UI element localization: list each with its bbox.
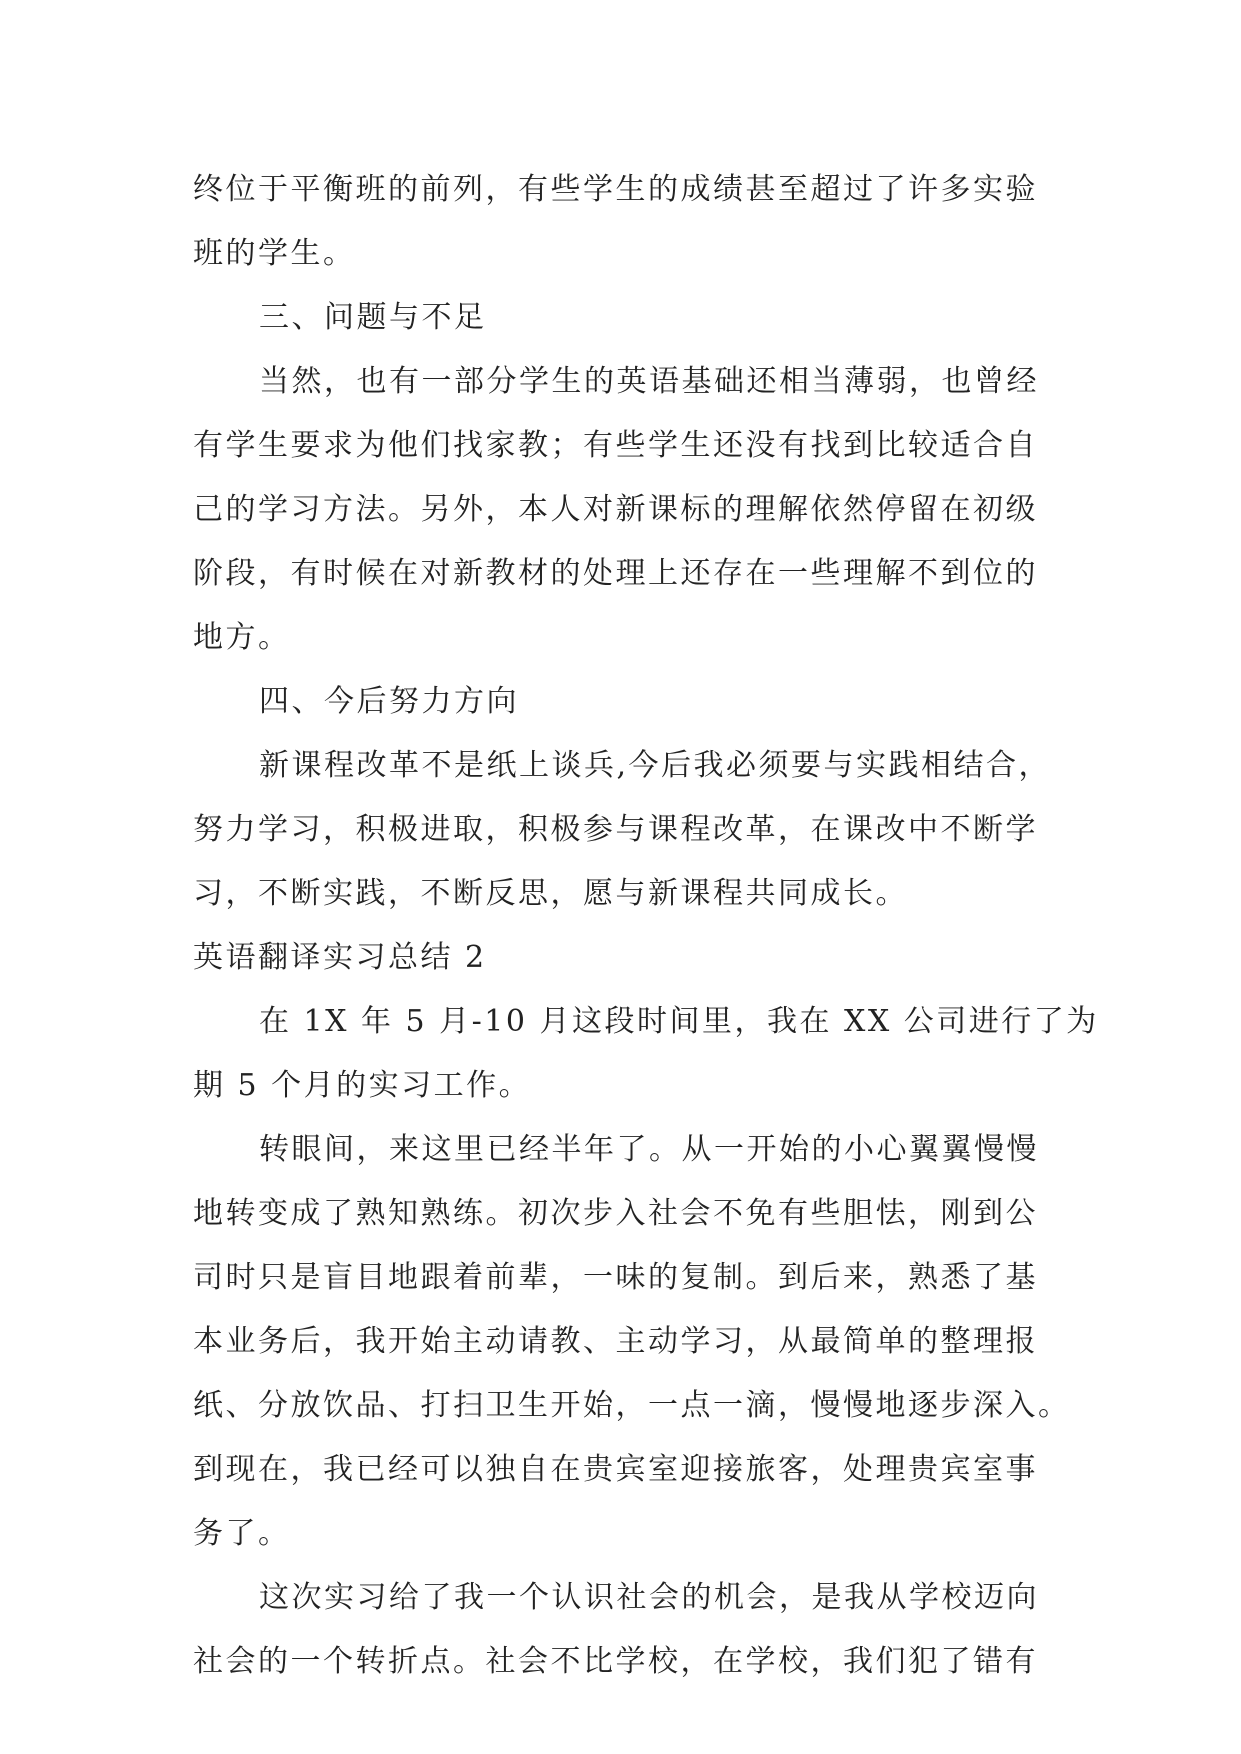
text-line: 班的学生。	[193, 236, 356, 271]
section-heading: 三、问题与不足	[259, 300, 487, 335]
text-line: 习，不断实践，不断反思，愿与新课程共同成长。	[193, 876, 908, 911]
text-line: 当然，也有一部分学生的英语基础还相当薄弱，也曾经	[259, 364, 1039, 399]
text-line: 务了。	[193, 1516, 291, 1551]
text-line: 纸、分放饮品、打扫卫生开始，一点一滴，慢慢地逐步深入。	[193, 1388, 1071, 1423]
text-line: 终位于平衡班的前列，有些学生的成绩甚至超过了许多实验	[193, 172, 1038, 207]
text-line: 司时只是盲目地跟着前辈，一味的复制。到后来，熟悉了基	[193, 1260, 1038, 1295]
text-line: 到现在，我已经可以独自在贵宾室迎接旅客，处理贵宾室事	[193, 1452, 1038, 1487]
text-line: 努力学习，积极进取，积极参与课程改革，在课改中不断学	[193, 812, 1038, 847]
text-line: 期 5 个月的实习工作。	[193, 1068, 532, 1103]
document-body	[193, 158, 1099, 1694]
text-line: 这次实习给了我一个认识社会的机会，是我从学校迈向	[259, 1580, 1039, 1615]
text-line: 社会的一个转折点。社会不比学校，在学校，我们犯了错有	[193, 1644, 1038, 1679]
text-line: 有学生要求为他们找家教；有些学生还没有找到比较适合自	[193, 428, 1038, 463]
text-line: 在 1X 年 5 月-10 月这段时间里，我在 XX 公司进行了为	[259, 1004, 1099, 1039]
text-line: 转眼间，来这里已经半年了。从一开始的小心翼翼慢慢	[259, 1132, 1039, 1167]
text-line: 新课程改革不是纸上谈兵,今后我必须要与实践相结合，	[259, 748, 1052, 783]
text-line: 阶段，有时候在对新教材的处理上还存在一些理解不到位的	[193, 556, 1038, 591]
section-heading: 四、今后努力方向	[259, 684, 519, 719]
text-line: 地方。	[193, 620, 291, 655]
text-line: 己的学习方法。另外，本人对新课标的理解依然停留在初级	[193, 492, 1038, 527]
text-line: 地转变成了熟知熟练。初次步入社会不免有些胆怯，刚到公	[193, 1196, 1038, 1231]
text-line: 本业务后，我开始主动请教、主动学习，从最简单的整理报	[193, 1324, 1038, 1359]
document-title: 英语翻译实习总结 2	[193, 940, 487, 975]
